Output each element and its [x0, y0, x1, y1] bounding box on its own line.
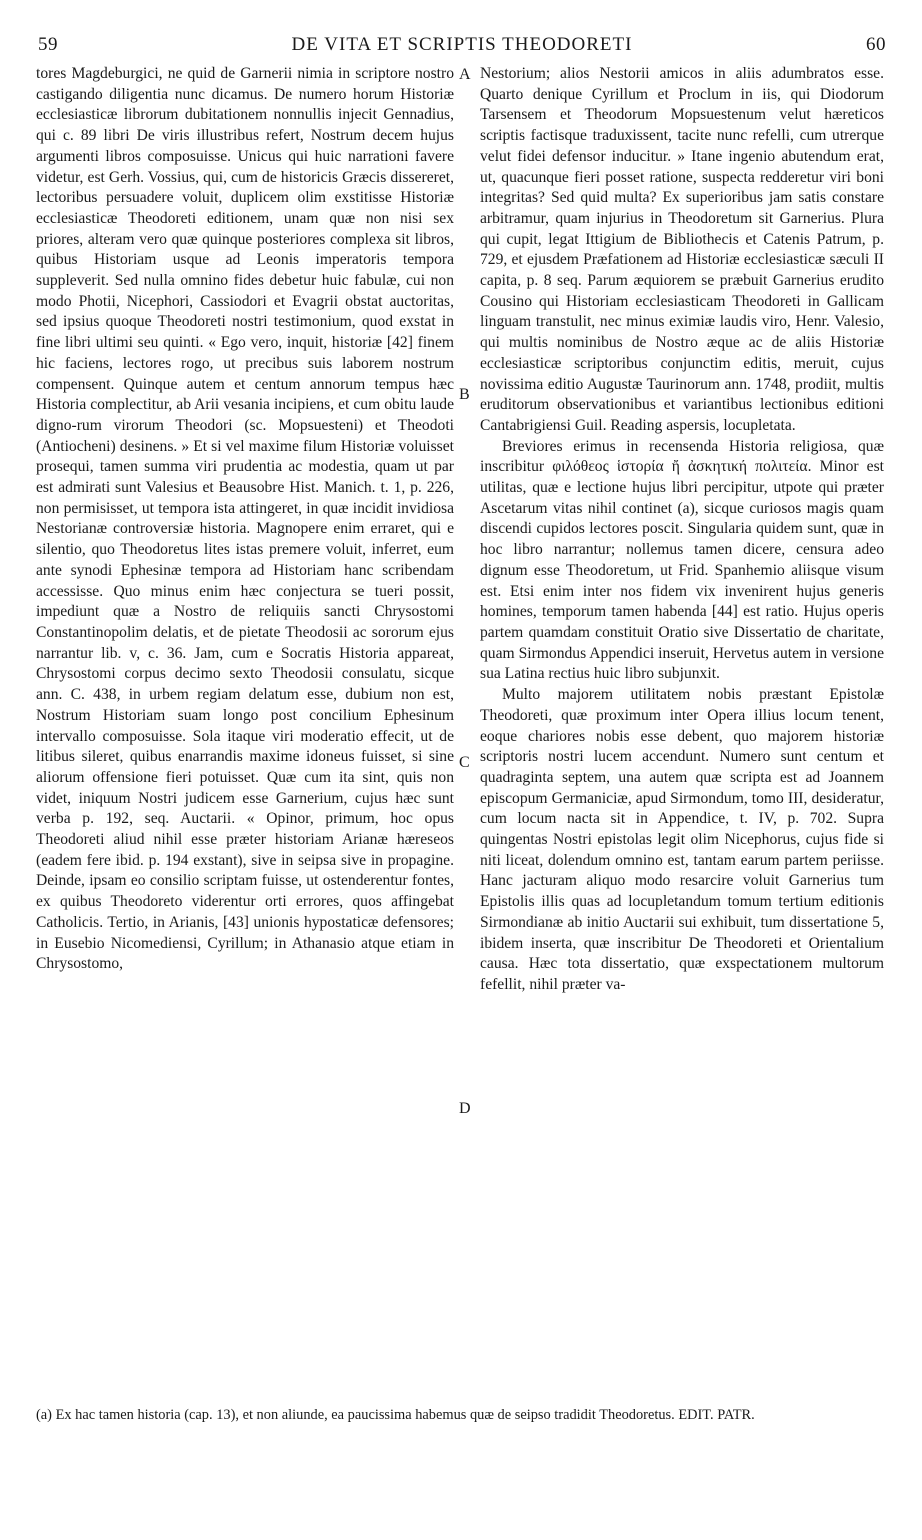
- left-page-number: 59: [38, 34, 58, 55]
- right-column: [480, 64, 884, 996]
- footnote: (a) Ex hac tamen historia (cap. 13), et non aliunde, ea paucissima habemus quæ de seipso tradidit Theodoretus. EDIT. PATR.: [36, 1407, 755, 1423]
- margin-letter-c: C: [459, 754, 470, 771]
- right-paragraph-3: Multo majorem utilitatem nobis præstant Epistolæ Theodoreti, quæ proximum inter Opera illius locum tenent, eoque chariores nobis esse debent, quo majorem historiæ scriptoris nostri lucem accendunt. Numero sunt centum et quadraginta septem, una autem quæ scripta est ad Joannem episcopum Germaniciæ, apud Sirmondum, tomo III, desideratur, cum locum nacta sit in Appendice, t. IV, p. 702. Supra quingentas Nostri epistolas legit olim Nicephorus, cujus fide si niti liceat, dolendum omnino est, tantam earum partem periisse. Hanc jacturam aliquo modo resarcire voluit Garnerius tum Epistolis illis quas ad locupletandum tomum tertium editionis Sirmondianæ ab initio Auctarii sui exhibuit, tum dissertatione 5, ibidem inserta, quæ inscribitur De Theodoreti et Orientalium causa. Hæc tota dissertatio, quæ exspectationem multorum fefellit, nihil præter va-: [480, 686, 884, 993]
- left-paragraph-1: tores Magdeburgici, ne quid de Garnerii nimia in scriptore nostro castigando diligentia nunc dicamus. De numero horum Historiæ ecclesiasticæ librorum dubitationem nonnullis injecit Gennadius, qui c. 89 libri De viris illustribus refert, Nostrum decem hujus argumenti libros composuisse. Unicus qui huic narrationi favere videtur, est Gerh. Vossius, qui, cum de historicis Græcis dissereret, lectoribus persuadere voluit, duplicem olim exstitisse Historiæ ecclesiasticæ Theodoreti editionem, unam quæ non nisi sex priores, alteram vero quæ quinque posteriores complexa sit libros, quibus Historiam usque ad Leonis imperatoris tempora suppleverit. Sed nulla omnino fides debetur huic fabulæ, cui non modo Photii, Nicephori, Cassiodori et Evagrii obstat auctoritas, sed ipsius quoque Theodoreti nostri testimonium, quod exstat in fine libri ultimi seu quinti. « Ego vero, inquit, historiæ [42] finem hic faciens, lectores rogo, ut precibus suis laborem nostrum compensent. Quinque autem et centum annorum tempus hæc Historia complectitur, ab Arii vesania incipiens, et cum obitu laude digno-rum virorum Theodori (sc. Mopsuesteni) et Theodoti (Antiocheni) desinens. » Et si vel maxime filum Historiæ voluisset prosequi, tamen summa viri prudentia ac modestia, quam ut par est admirati sunt Valesius et Beausobre Hist. Manich. t. 1, p. 226, non permisisset, ut tempora ista attingeret, in quæ incidit invidiosa Nestorianæ controversiæ historia. Magnopere enim erraret, qui e silentio, quo Theodoretus lites istas premere voluit, inferret, eum ante synodi Ephesinæ tempora ad Historiam hanc scribendam accessisse. Quo minus enim hæc conjectura se tueri possit, impediunt quæ a Nostro de reliquiis sancti Chrysostomi Constantinopolim delatis, et de pietate Theodosii ac sororum ejus narrantur lib. v, c. 36. Jam, cum e Socratis Historia appareat, Chrysostomi corpus decimo sexto Theodosii consulatu, sicque ann. C. 438, in urbem regiam delatum esse, dubium non est, Nostrum Historiam suam longo post concilium Ephesinum intervallo composuisse. Sola itaque viri moderatio effecit, ut de litibus sileret, quibus enarrandis maxime idoneus fuisset, si sine aliorum offensione fieri potuisset. Quæ cum ita sint, quis non videt, iniquum Nostri judicem esse Garnerium, cujus hæc sunt verba p. 192, seq. Auctarii. « Opinor, primum, hoc opus Theodoreti aliud nihil esse præter historiam Arianæ hæreseos (eadem fere ibid. p. 194 exstant), sive in seipsa sive in propagine. Deinde, ipsam eo consilio scriptam fuisse, ut ostenderentur fontes, ex quibus Theodoreto viderentur orti errores, quos affingebat Catholicis. Tertio, in Arianis, [43] unionis hypostaticæ defensores; in Eusebio Nicomediensi, Cyrillum; in Athanasio atque etiam in Chrysostomo,: [36, 65, 454, 973]
- running-title: DE VITA ET SCRIPTIS THEODORETI: [291, 34, 633, 55]
- left-column: [36, 64, 454, 975]
- right-paragraph-1: Nestorium; alios Nestorii amicos in aliis adumbratos esse. Quarto denique Cyrillum et Proclum in iis, qui Diodorum Tarsensem et Theodorum Mopsuestenum velut hæreticos scriptis factisque traduxissent, tacite nunc refelli, cum utrerque velut fidei defensor inducitur. » Itane ingenio abutendum erat, ut, quacunque fieri posset ratione, suspecta redderetur viri boni integritas? Sed quid multa? Ex superioribus jam satis constare arbitramur, quam injurius in Theodoretum sit Garnerius. Plura qui cupit, legat Ittigium de Bibliothecis et Catenis Patrum, p. 729, et ejusdem Præfationem ad Historiæ ecclesiasticæ sæculi II capita, p. 8 seq. Parum æquiorem se præbuit Garnerius erudito Cousino qui Historiam ecclesiasticam Theodoreti in Gallicam linguam transtulit, nec minus eximiæ laudis viro, Henr. Valesio, qui multis nominibus de Nostro æque ac de aliis Historiæ ecclesiasticæ scriptoribus conjunctim editis, meruit, cujus novissima editio Augustæ Taurinorum ann. 1748, prodiit, multis eruditorum observationibus et variantibus lectionibus editioni Cantabrigiensi Guil. Reading aspersis, locupletata.: [480, 65, 884, 434]
- margin-letter-b: B: [459, 386, 470, 403]
- margin-letter-a: A: [459, 66, 471, 83]
- page-header: [38, 34, 886, 60]
- right-page-number: 60: [866, 34, 886, 55]
- margin-letter-d: D: [459, 1100, 471, 1117]
- right-paragraph-2: Breviores erimus in recensenda Historia religiosa, quæ inscribitur φιλόθεος ἱστορία ἤ ἀσκητική πολιτεία. Minor est utilitas, quæ e lectione hujus libri percipitur, utpote qui præter Ascetarum vitas nihil continet (a), sicque curiosos magis quam discendi cupidos lectores poscit. Singularia quidem sunt, quæ in hoc libro narrantur; nollemus tamen dicere, censura adeo dignum esse Theodoretum, ut Frid. Spanhemio aliisque visum est. Etsi enim inter nos fidem vix invenirent hujus generis homines, temporum tamen habenda [44] est ratio. Hujus operis partem quamdam constituit Oratio sive Dissertatio de charitate, quam Sirmondus Appendici inseruit, Hervetus autem in versione sua Latina rectius huic libro subjunxit.: [480, 437, 884, 683]
